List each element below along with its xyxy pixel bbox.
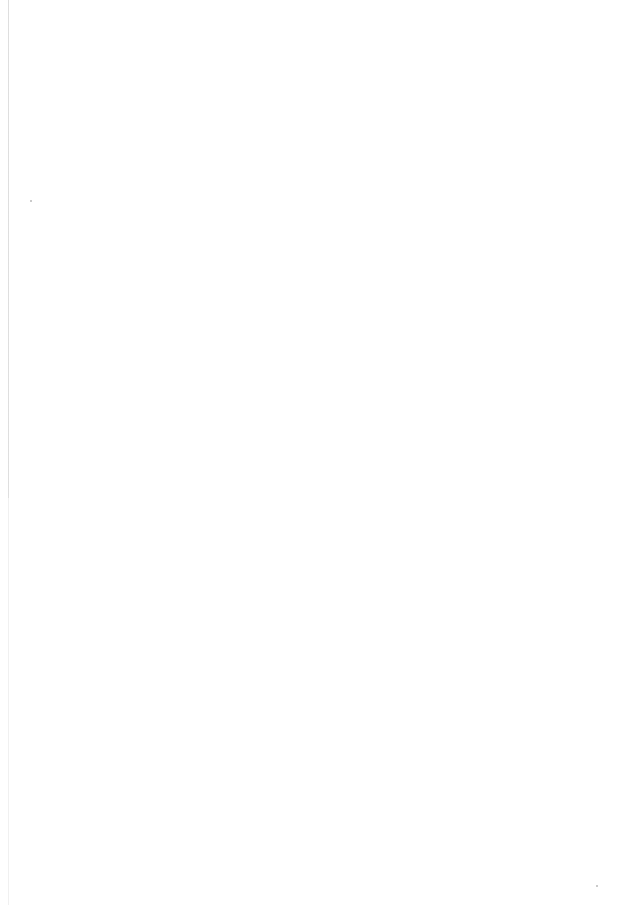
scan-speck bbox=[596, 885, 598, 887]
scan-edge-mark bbox=[8, 0, 9, 905]
scan-speck bbox=[30, 200, 32, 202]
